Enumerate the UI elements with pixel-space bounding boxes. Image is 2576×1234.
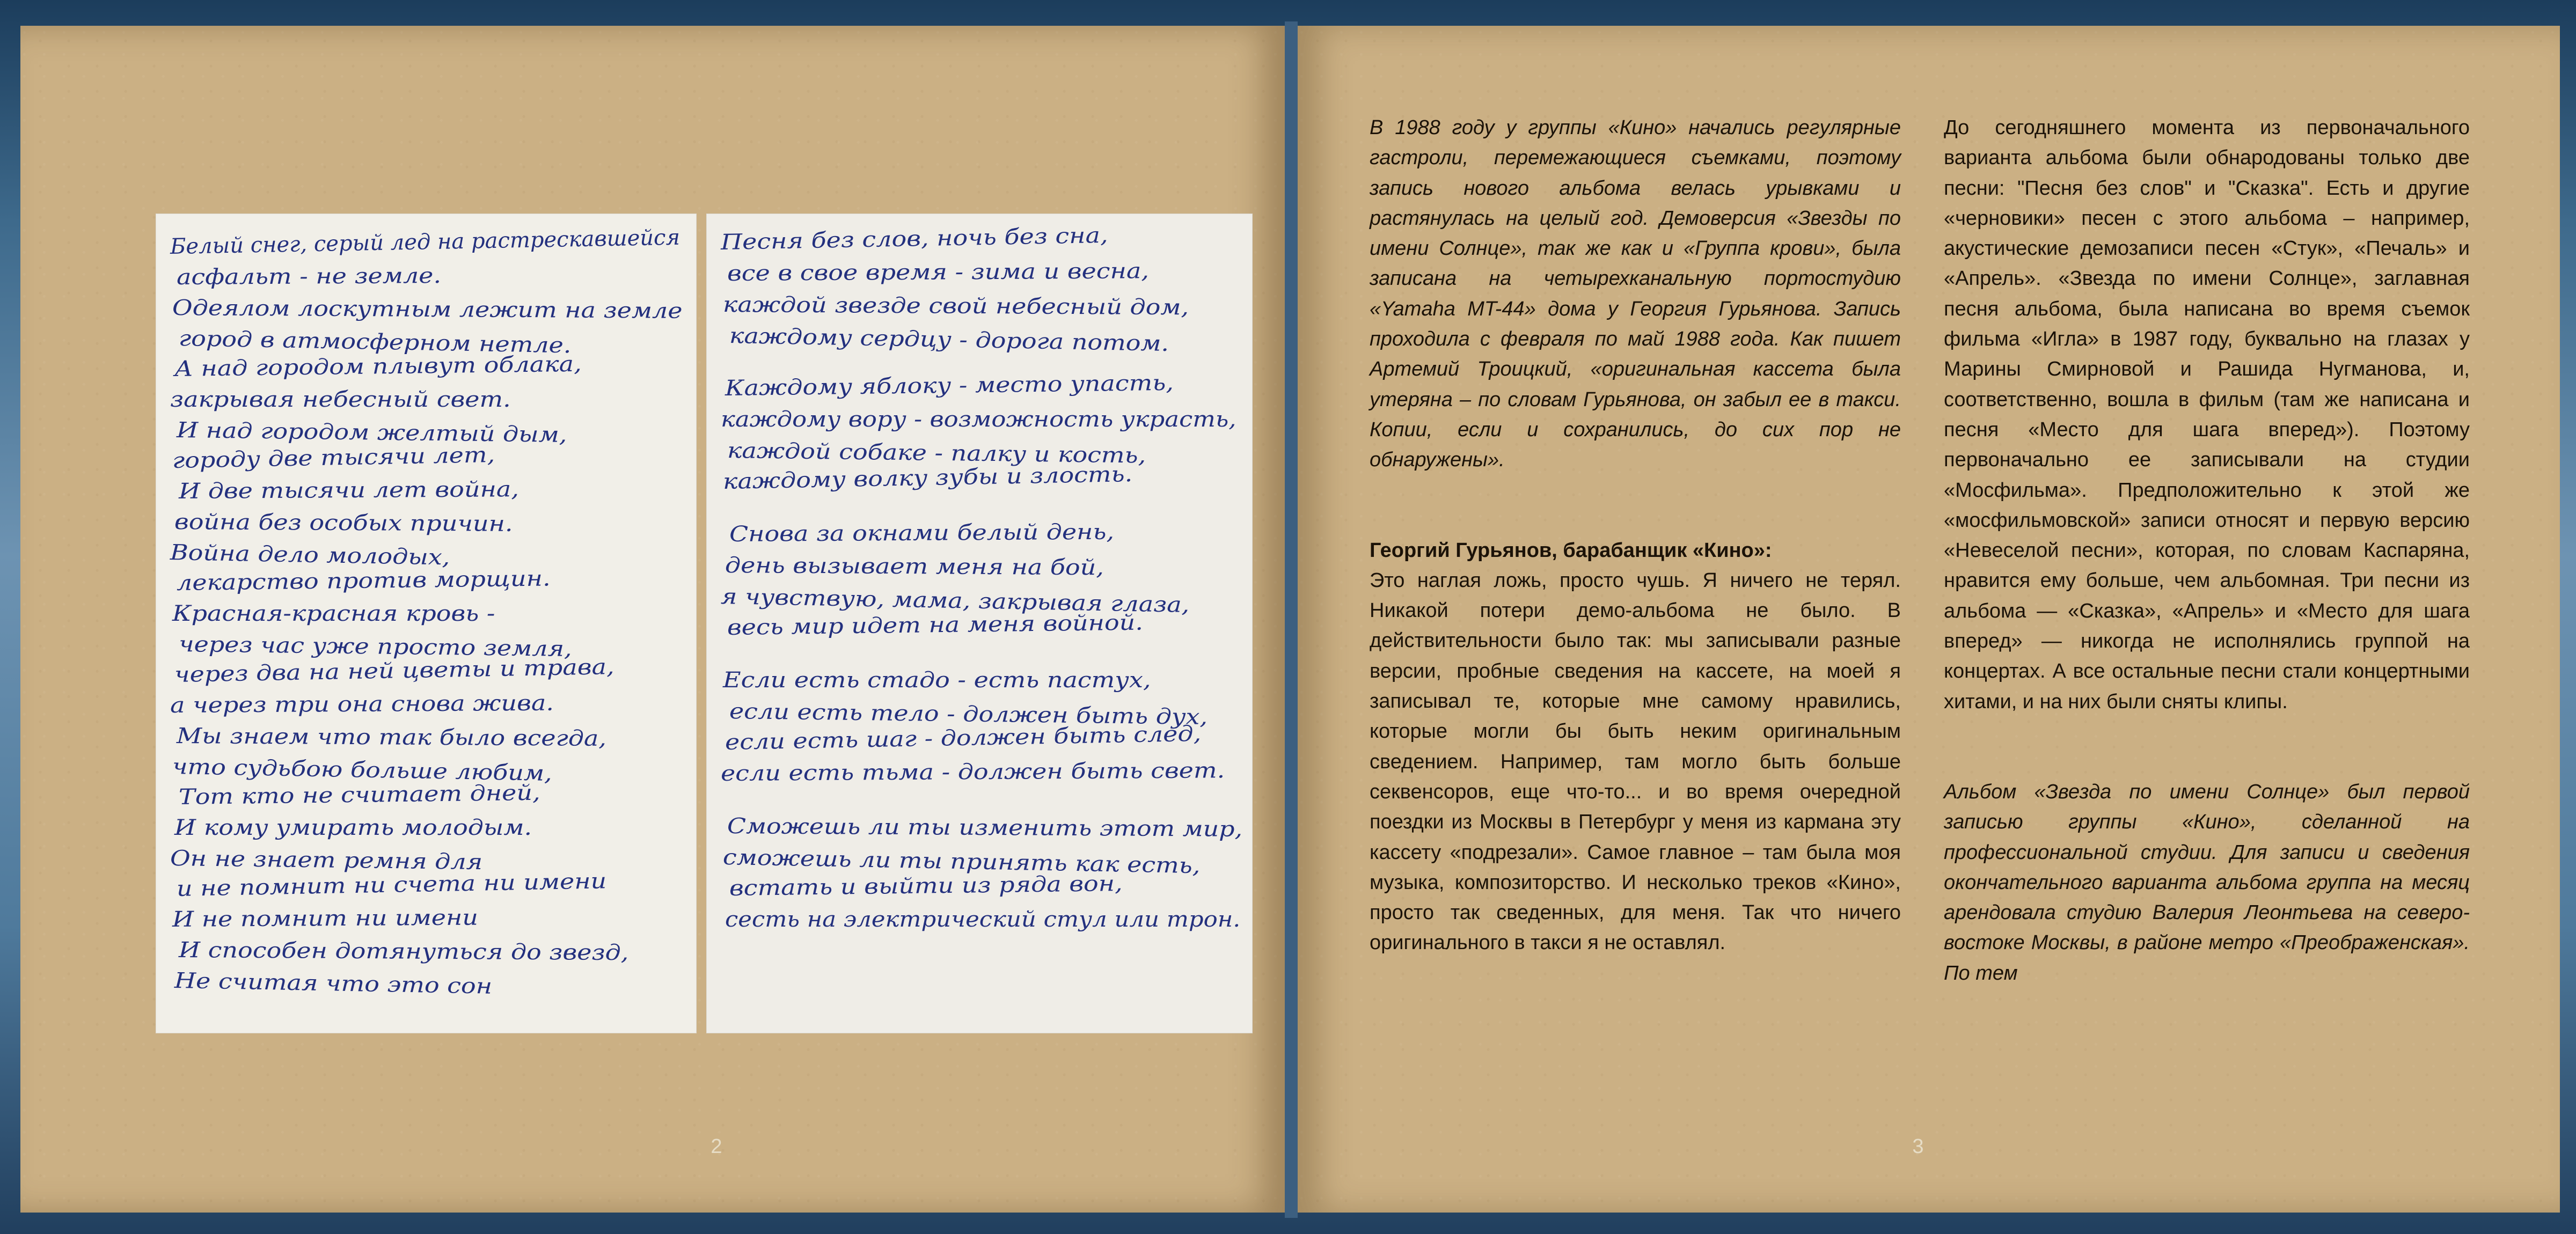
handwritten-line: Песня без слов, ночь без сна, xyxy=(720,223,1108,255)
manuscript-sheet-left xyxy=(156,214,697,1033)
history-paragraph: До сегодняшнего момента из первоначального варианта альбома были обнародованы только две песни: "Песня без слов" и "Сказка". Есть и другие «черновики» песен с этого альбома – например, акустические демозаписи песен «Стук», «Печаль» и «Апрель». «Звезда по имени Солнце», заглавная песня альбома, была написана во время съемок фильма «Игла» в 1987 году, буквально на глазах у Марины Смирновой и Рашида Нугманова, и, соответственно, вошла в фильм (там же написана и песня «Место для шага вперед»). Поэтому первоначально ее записывали на студии «Мосфильма». Предположительно к этой же «мосфильмовской» записи относят и первую версию «Невеселой песни», которая, по словам Каспаряна, нравится ему больше, чем альбомная. Три песни из альбома — «Сказка», «Апрель» и «Место для шага вперед» — никогда не исполнялись группой на концертах. А все остальные песни стали концертными хитами, и на них были сняты клипы. xyxy=(1944,116,2470,713)
handwritten-line: а через три она снова жива. xyxy=(170,691,554,718)
handwritten-line: день вызывает меня на бой, xyxy=(724,553,1104,581)
handwritten-line: война без особых причин. xyxy=(174,510,513,537)
handwritten-line: если есть тьма - должен быть свет. xyxy=(720,758,1225,786)
handwritten-line: каждому волку зубы и злость. xyxy=(722,462,1133,494)
handwritten-line: весь мир идет на меня войной. xyxy=(727,610,1144,640)
handwritten-lyrics-left xyxy=(156,214,696,1033)
handwritten-line: Мы знаем что так было всегда, xyxy=(176,724,607,751)
handwritten-line: Сможешь ли ты изменить этот мир, xyxy=(727,814,1243,842)
handwritten-line: И способен дотянуться до звезд, xyxy=(178,938,629,966)
handwritten-line: И над городом желтый дым, xyxy=(176,418,567,447)
page-number-right: 3 xyxy=(1912,1135,1924,1158)
handwritten-line: закрывая небесный свет. xyxy=(170,387,511,412)
handwritten-line: я чувствую, мама, закрывая глаза, xyxy=(720,584,1190,618)
page-number-left: 2 xyxy=(711,1135,722,1158)
handwritten-line: Красная-красная кровь - xyxy=(172,601,495,626)
handwritten-line: Война дело молодых, xyxy=(170,540,450,570)
handwritten-line: сесть на электрический стул или трон. xyxy=(725,907,1241,932)
handwritten-line: город в атмосферном нетле. xyxy=(178,326,572,358)
book-gutter xyxy=(1285,21,1298,1218)
handwritten-line: каждому вору - возможность украсть, xyxy=(721,407,1236,432)
handwritten-line: Снова за окнами белый день, xyxy=(729,519,1115,547)
quote-heading: Георгий Гурьянов, барабанщик «Кино»: xyxy=(1370,539,1772,562)
handwritten-line: если есть шаг - должен быть след, xyxy=(724,721,1202,755)
handwritten-line: каждой собаке - палку и кость, xyxy=(727,438,1146,468)
handwritten-line: Белый снег, серый лед на растрескавшейся xyxy=(170,225,680,259)
handwritten-line: встать и выйти из ряда вон, xyxy=(729,871,1123,901)
handwritten-line: И не помнит ни имени xyxy=(172,905,479,932)
handwritten-line: Он не знает ремня для xyxy=(170,846,483,875)
handwritten-line: через час уже просто земля, xyxy=(178,632,572,662)
handwritten-line: сможешь ли ты принять как есть, xyxy=(722,845,1201,879)
text-column-left xyxy=(1370,113,1901,958)
handwritten-line: что судьбою больше любим, xyxy=(172,754,553,786)
handwritten-line: каждой звезде свой небесный дом, xyxy=(722,292,1189,320)
handwritten-line: И кому умирать молодым. xyxy=(174,816,532,840)
handwritten-line: городу две тысячи лет, xyxy=(172,442,495,473)
handwritten-line: все в свое время - зима и весна, xyxy=(727,259,1150,286)
quote-paragraph: Это наглая ложь, просто чушь. Я ничего не терял. Никакой потери демо-альбома не было. В действительности было так: мы записывали разные версии, пробные сведения на кассете, на моей я записывал те, которые мне самому нравились, которые могли бы быть неким оригинальным сведением. Например, там могло быть больше секвенсоров, еще что-то... и во время очередной поездки из Москвы в Петербург у меня из кармана эту кассету «подрезали». Самое главное – там была моя музыка, композиторство. И несколько треков «Кино», просто так сведенных, для меня. Так что ничего оригинального в такси я не оставлял. xyxy=(1370,569,1901,954)
manuscript-sheet-right xyxy=(706,214,1253,1033)
handwritten-line: Тот кто не считает дней, xyxy=(178,780,540,810)
handwritten-line: Если есть стадо - есть пастух, xyxy=(723,668,1151,693)
handwritten-line: асфальт - не земле. xyxy=(176,263,442,290)
handwritten-line: Не считая что это сон xyxy=(174,968,493,999)
handwritten-lyrics-right xyxy=(707,214,1252,1033)
intro-paragraph: В 1988 году у группы «Кино» начались регулярные гастроли, перемежающиеся съемками, поэтому запись нового альбома велась урывками и растянулась на целый год. Демоверсия «Звезды по имени Солнце», так же как и «Группа крови», была записана на четырехканальную портостудию «Yamaha MT-44» дома у Георгия Гурьянова. Запись проходила с февраля по май 1988 года. Как пишет Артемий Троицкий, «оригинальная кассета была утеряна – по словам Гурьянова, он забыл ее в такси. Копии, если и сохранились, до сих пор не обнаружены». xyxy=(1370,116,1901,472)
handwritten-line: каждому сердцу - дорога потом. xyxy=(729,324,1169,357)
text-column-right xyxy=(1944,113,2470,988)
left-page xyxy=(20,26,1285,1213)
handwritten-line: И две тысячи лет война, xyxy=(178,477,519,504)
handwritten-line: А над городом плывут облака, xyxy=(174,351,582,381)
studio-paragraph: Альбом «Звезда по имени Солнце» был первой записью группы «Кино», сделанной на профессиональной студии. Для записи и сведения окончательного варианта альбома группа на месяц арендовала студию Валерия Леонтьева на северо-востоке Москвы, в районе метро «Преображенская». По тем xyxy=(1944,780,2470,985)
handwritten-line: если есть тело - должен быть дух, xyxy=(729,699,1208,730)
handwritten-line: через два на ней цветы и трава, xyxy=(174,654,614,687)
handwritten-line: Одеялом лоскутным лежит на земле xyxy=(172,296,683,324)
handwritten-line: Каждому яблоку - место упасть, xyxy=(724,370,1174,401)
handwritten-line: и не помнит ни счета ни имени xyxy=(176,869,607,901)
handwritten-line: лекарство против морщин. xyxy=(176,566,551,596)
